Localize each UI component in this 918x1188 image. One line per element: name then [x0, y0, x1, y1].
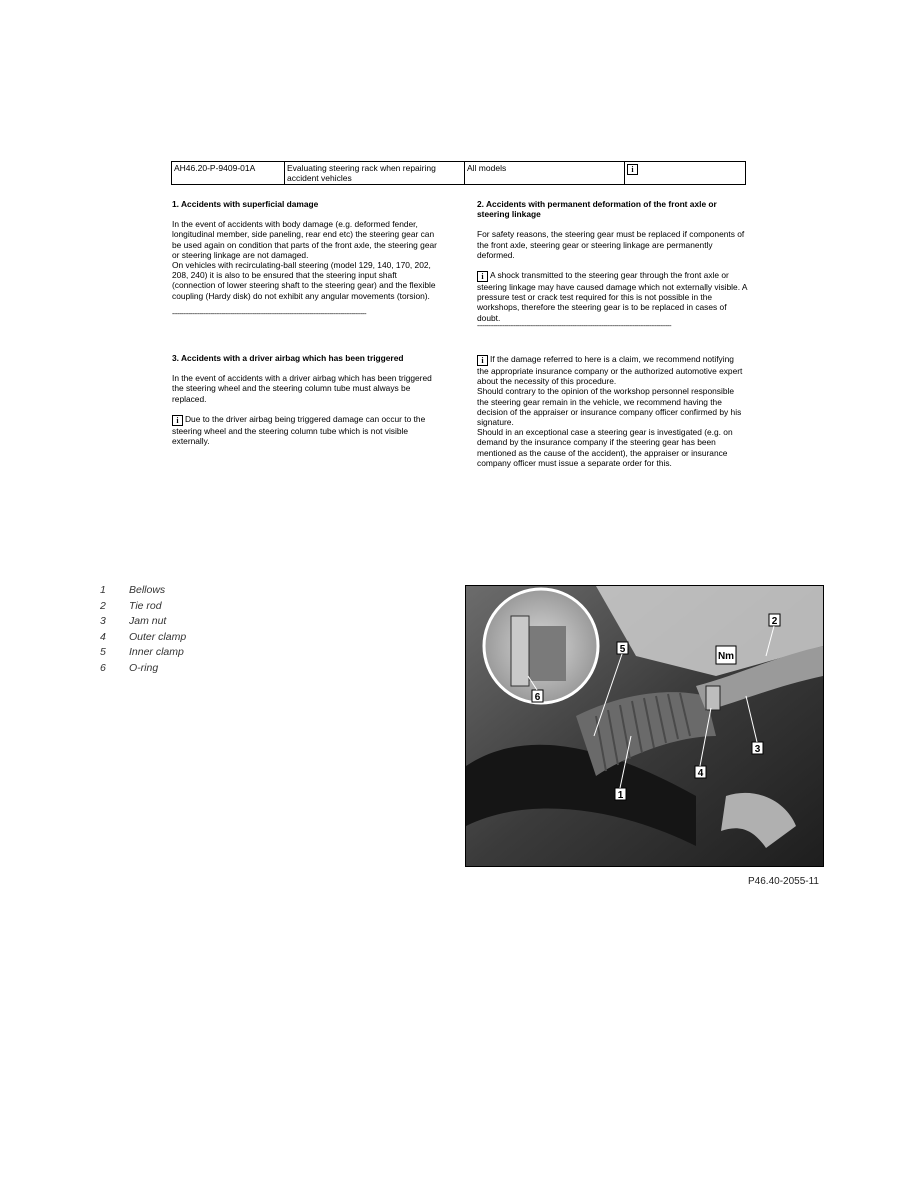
section-2-title: 2. Accidents with permanent deformation of the front axle or steering linkage — [477, 199, 717, 220]
figure-id: P46.40-2055-11 — [748, 876, 819, 887]
info-icon: i — [477, 271, 488, 282]
parts-legend — [100, 583, 186, 676]
section-1 — [172, 199, 437, 319]
section-2-note-text: A shock transmitted to the steering gear through the front axle or steering linkage may have caused damage which not externally visible. A pressure test or crack test required for this is not possible in the workshops, therefore the steering gear is to be replaced in cases of doubt. — [477, 270, 748, 323]
callout-2: 2 — [771, 616, 778, 627]
legend-num: 3 — [100, 615, 106, 627]
doc-id: AH46.20-P-9409-01A — [172, 162, 285, 185]
legend-item — [100, 645, 186, 661]
header-table — [171, 161, 746, 185]
section-3-note-text: Due to the driver airbag being triggered damage can occur to the steering wheel and the steering column tube which is not visible externally. — [172, 413, 426, 447]
doc-subject: Evaluating steering rack when repairing accident vehicles — [285, 162, 465, 185]
info-icon: i — [627, 164, 638, 175]
separator-2: ---------------------------------------------------------------------------------------------------------- — [477, 322, 672, 330]
torque-label: Nm — [717, 651, 735, 662]
section-3 — [172, 353, 437, 446]
callout-1: 1 — [617, 790, 624, 801]
section-3-p1: In the event of accidents with a driver airbag which has been triggered the steering wheel and the steering column tube must always be replaced. — [172, 373, 432, 404]
legend-label: Inner clamp — [129, 646, 184, 658]
steering-gear-photo — [465, 585, 824, 867]
callout-4: 4 — [697, 768, 704, 779]
legend-num: 5 — [100, 646, 106, 658]
photo-illustration — [466, 586, 823, 866]
legend-label: Bellows — [129, 584, 166, 596]
legend-item — [100, 630, 186, 646]
legend-label: Tie rod — [129, 599, 162, 612]
section-1-p2: On vehicles with recirculating-ball steering (model 129, 140, 170, 202, 208, 240) it is also to be ensured that the steering input shaft (connection of lower steering shaft to the steering gear) and the flexible coupling (Hardy disk) do not exhibit any angular movements (torsion). — [172, 260, 436, 301]
section-3-title: 3. Accidents with a driver airbag which has been triggered — [172, 353, 404, 363]
section-2 — [477, 199, 747, 331]
callout-5: 5 — [619, 644, 626, 655]
section-4-line-1-text: If the damage referred to here is a claim, we recommend notifying the appropriate insurance company or the authorized automotive expert about the necessity of this procedure. — [477, 354, 743, 387]
callout-3: 3 — [754, 744, 761, 755]
section-4 — [477, 354, 747, 468]
section-1-p1: In the event of accidents with body damage (e.g. deformed fender, longitudinal member, side paneling, rear end etc) the steering gear can be used again on condition that parts of the front axle, the steering gear or steering linkage are not damaged. — [172, 219, 437, 260]
legend-item — [100, 583, 186, 599]
section-2-p1: For safety reasons, the steering gear must be replaced if components of the front axle, steering gear or steering linkage are permanently deformed. — [477, 229, 745, 260]
info-icon: i — [477, 355, 488, 366]
legend-item — [100, 614, 186, 630]
legend-item — [100, 599, 186, 615]
separator-1: ---------------------------------------------------------------------------------------------------------- — [172, 310, 367, 318]
section-4-line-2: Should contrary to the opinion of the workshop personnel responsible the steering gear remain in the vehicle, we recommend having the decision of the appraiser or insurance company officer confirmed by his signature. — [477, 386, 742, 428]
legend-num: 2 — [100, 599, 106, 612]
legend-num: 6 — [100, 661, 106, 674]
legend-label: Jam nut — [129, 615, 167, 627]
section-4-line-3: Should in an exceptional case a steering gear is investigated (e.g. on demand by the insurance company if the steering gear has been mentioned as the cause of the accident), the appraiser or insurance company officer must issue a separate order for this. — [477, 427, 733, 468]
callout-6: 6 — [534, 692, 541, 703]
legend-num: 4 — [100, 630, 106, 643]
section-2-note — [477, 270, 747, 323]
section-4-line-1 — [477, 354, 747, 386]
header-info-cell — [625, 162, 746, 185]
info-icon: i — [172, 415, 183, 426]
legend-num: 1 — [100, 584, 106, 596]
legend-item — [100, 661, 186, 677]
document-body — [171, 161, 747, 485]
legend-label: O-ring — [129, 661, 159, 674]
doc-models: All models — [465, 162, 625, 185]
section-3-note — [172, 414, 437, 446]
legend-label: Outer clamp — [129, 630, 187, 643]
section-1-title: 1. Accidents with superficial damage — [172, 199, 319, 209]
